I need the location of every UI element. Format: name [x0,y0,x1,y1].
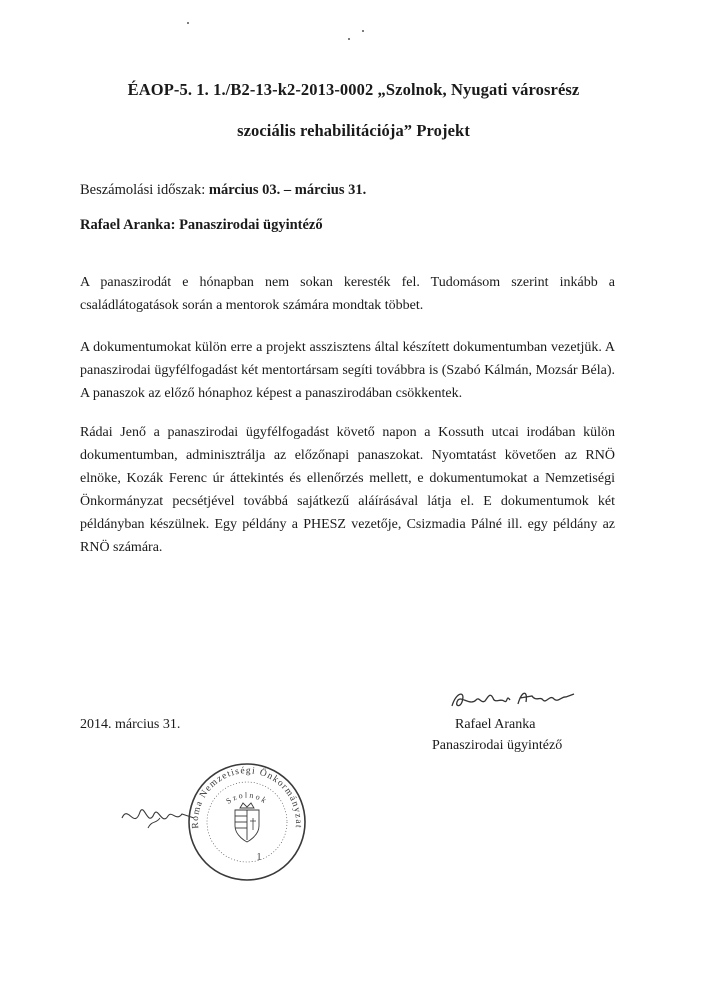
stamp-number: 1 [256,852,262,863]
reporting-period-value: március 03. – március 31. [208,182,367,198]
document-title-line1: ÉAOP-5. 1. 1./B2-13-k2-2013-0002 „Szolnok, Nyugati városrész [127,80,580,99]
signatory-name: Rafael Aranka [455,717,536,732]
scan-speck [187,22,189,24]
stamp-city: Szolnok [224,790,270,806]
official-seal-icon [187,762,307,882]
body-paragraph-3: Rádai Jenő a panaszirodai ügyfélfogadást követő napon a Kossuth utcai irodában külön dokumentumban, adminisztrálja az előzőnapi panaszokat. Nyomtatást követően az RNÖ elnöke, Kozák Ferenc úr áttekintés és ellenőrzés mellett, e dokumentumokat a Nemzetiségi Önkormányzat pecsétjével továbbá sajátkezű aláírásával látja el. E dokumentumok két példányban készülnek. Egy példány a PHESZ vezetője, Csizmadia Pálné ill. egy példány az RNÖ számára. [80,425,615,555]
coat-of-arms-icon [235,803,259,842]
stamp-signature-scribble-icon [118,800,198,840]
scan-speck [362,30,364,32]
author-line: Rafael Aranka: Panaszirodai ügyintéző [80,217,323,233]
body-paragraph-1: A panaszirodát e hónapban nem sokan keresték fel. Tudomásom szerint inkább a családlátogatások során a mentorok számára mondtak többet. [80,275,615,313]
signature-date: 2014. március 31. [80,717,181,732]
signatory-role: Panaszirodai ügyintéző [432,738,563,753]
body-paragraph-2: A dokumentumokat külön erre a projekt asszisztens által készített dokumentumban vezetjük. A panaszirodai ügyfélfogadást két mentortársam segíti továbbra is (Szabó Kálmán, Mozsár Béla). A panaszok az előző hónaphoz képest a panaszirodában csökkentek. [80,340,615,401]
document-title-line2: szociális rehabilitációja” Projekt [237,121,470,140]
reporting-period-label: Beszámolási időszak: [80,182,209,198]
reporting-period [80,182,366,199]
handwritten-signature-icon [448,684,578,716]
stamp-text: Roma Nemzetiségi Önkormányzat [190,766,304,830]
scan-speck [348,38,350,40]
